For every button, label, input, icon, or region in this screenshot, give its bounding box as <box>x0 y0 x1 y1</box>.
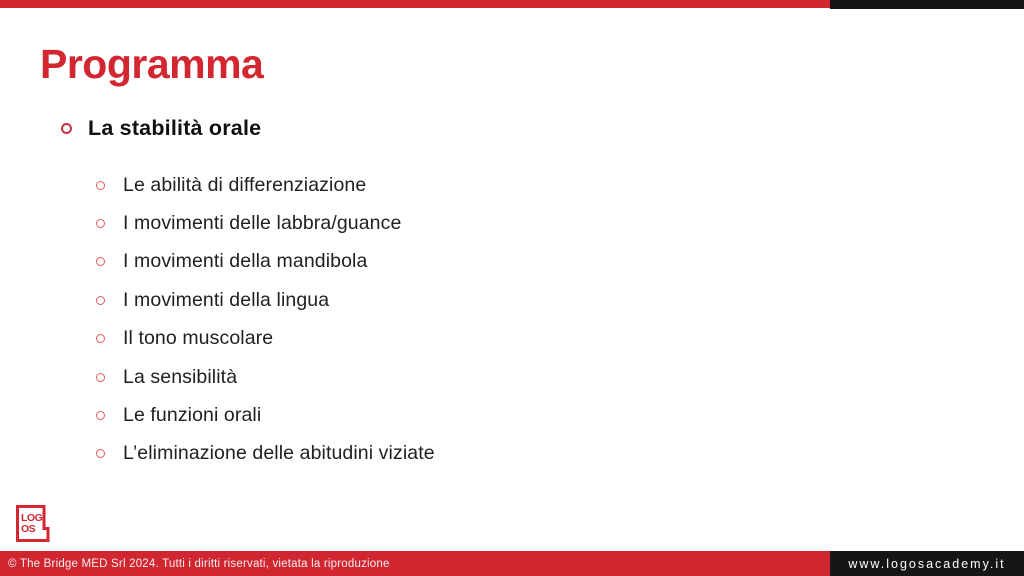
bullet-circle-icon <box>61 123 72 134</box>
level1-bullet-label: La stabilità orale <box>88 116 262 140</box>
bullet-circle-icon <box>96 449 105 458</box>
list-item <box>96 243 696 281</box>
logos-logo-icon <box>15 504 51 544</box>
list-item <box>96 358 696 396</box>
footer-red-segment <box>0 551 830 576</box>
website-text: www.logosacademy.it <box>848 556 1006 571</box>
bullet-circle-icon <box>96 373 105 382</box>
list-item-label: I movimenti delle labbra/guance <box>123 212 402 235</box>
bullet-list <box>96 166 696 473</box>
copyright-text: © The Bridge MED Srl 2024. Tutti i diritti riservati, vietata la riproduzione <box>8 557 390 570</box>
list-item <box>96 320 696 358</box>
list-item-label: Le abilità di differenziazione <box>123 173 367 196</box>
level1-bullet-item <box>61 116 261 141</box>
list-item-label: Il tono muscolare <box>123 327 274 350</box>
bullet-circle-icon <box>96 181 105 190</box>
bullet-circle-icon <box>96 334 105 343</box>
page-title: Programma <box>40 41 264 87</box>
list-item-label: Le funzioni orali <box>123 404 262 427</box>
bullet-circle-icon <box>96 219 105 228</box>
list-item-label: L’eliminazione delle abitudini viziate <box>123 442 435 465</box>
bullet-circle-icon <box>96 296 105 305</box>
top-bar-red-segment <box>0 0 830 8</box>
list-item <box>96 166 696 204</box>
top-accent-bar <box>0 0 1024 9</box>
list-item <box>96 396 696 434</box>
list-item <box>96 204 696 242</box>
list-item-label: I movimenti della mandibola <box>123 250 368 273</box>
footer-bar <box>0 551 1024 576</box>
list-item <box>96 435 696 473</box>
logo-text-line1: LOG <box>21 512 43 524</box>
bullet-circle-icon <box>96 257 105 266</box>
list-item-label: La sensibilità <box>123 365 238 388</box>
bullet-circle-icon <box>96 411 105 420</box>
list-item-label: I movimenti della lingua <box>123 288 330 311</box>
top-bar-black-segment <box>830 0 1024 9</box>
logo-text-line2: OS <box>21 523 36 535</box>
list-item <box>96 281 696 319</box>
footer-black-segment <box>830 551 1024 576</box>
